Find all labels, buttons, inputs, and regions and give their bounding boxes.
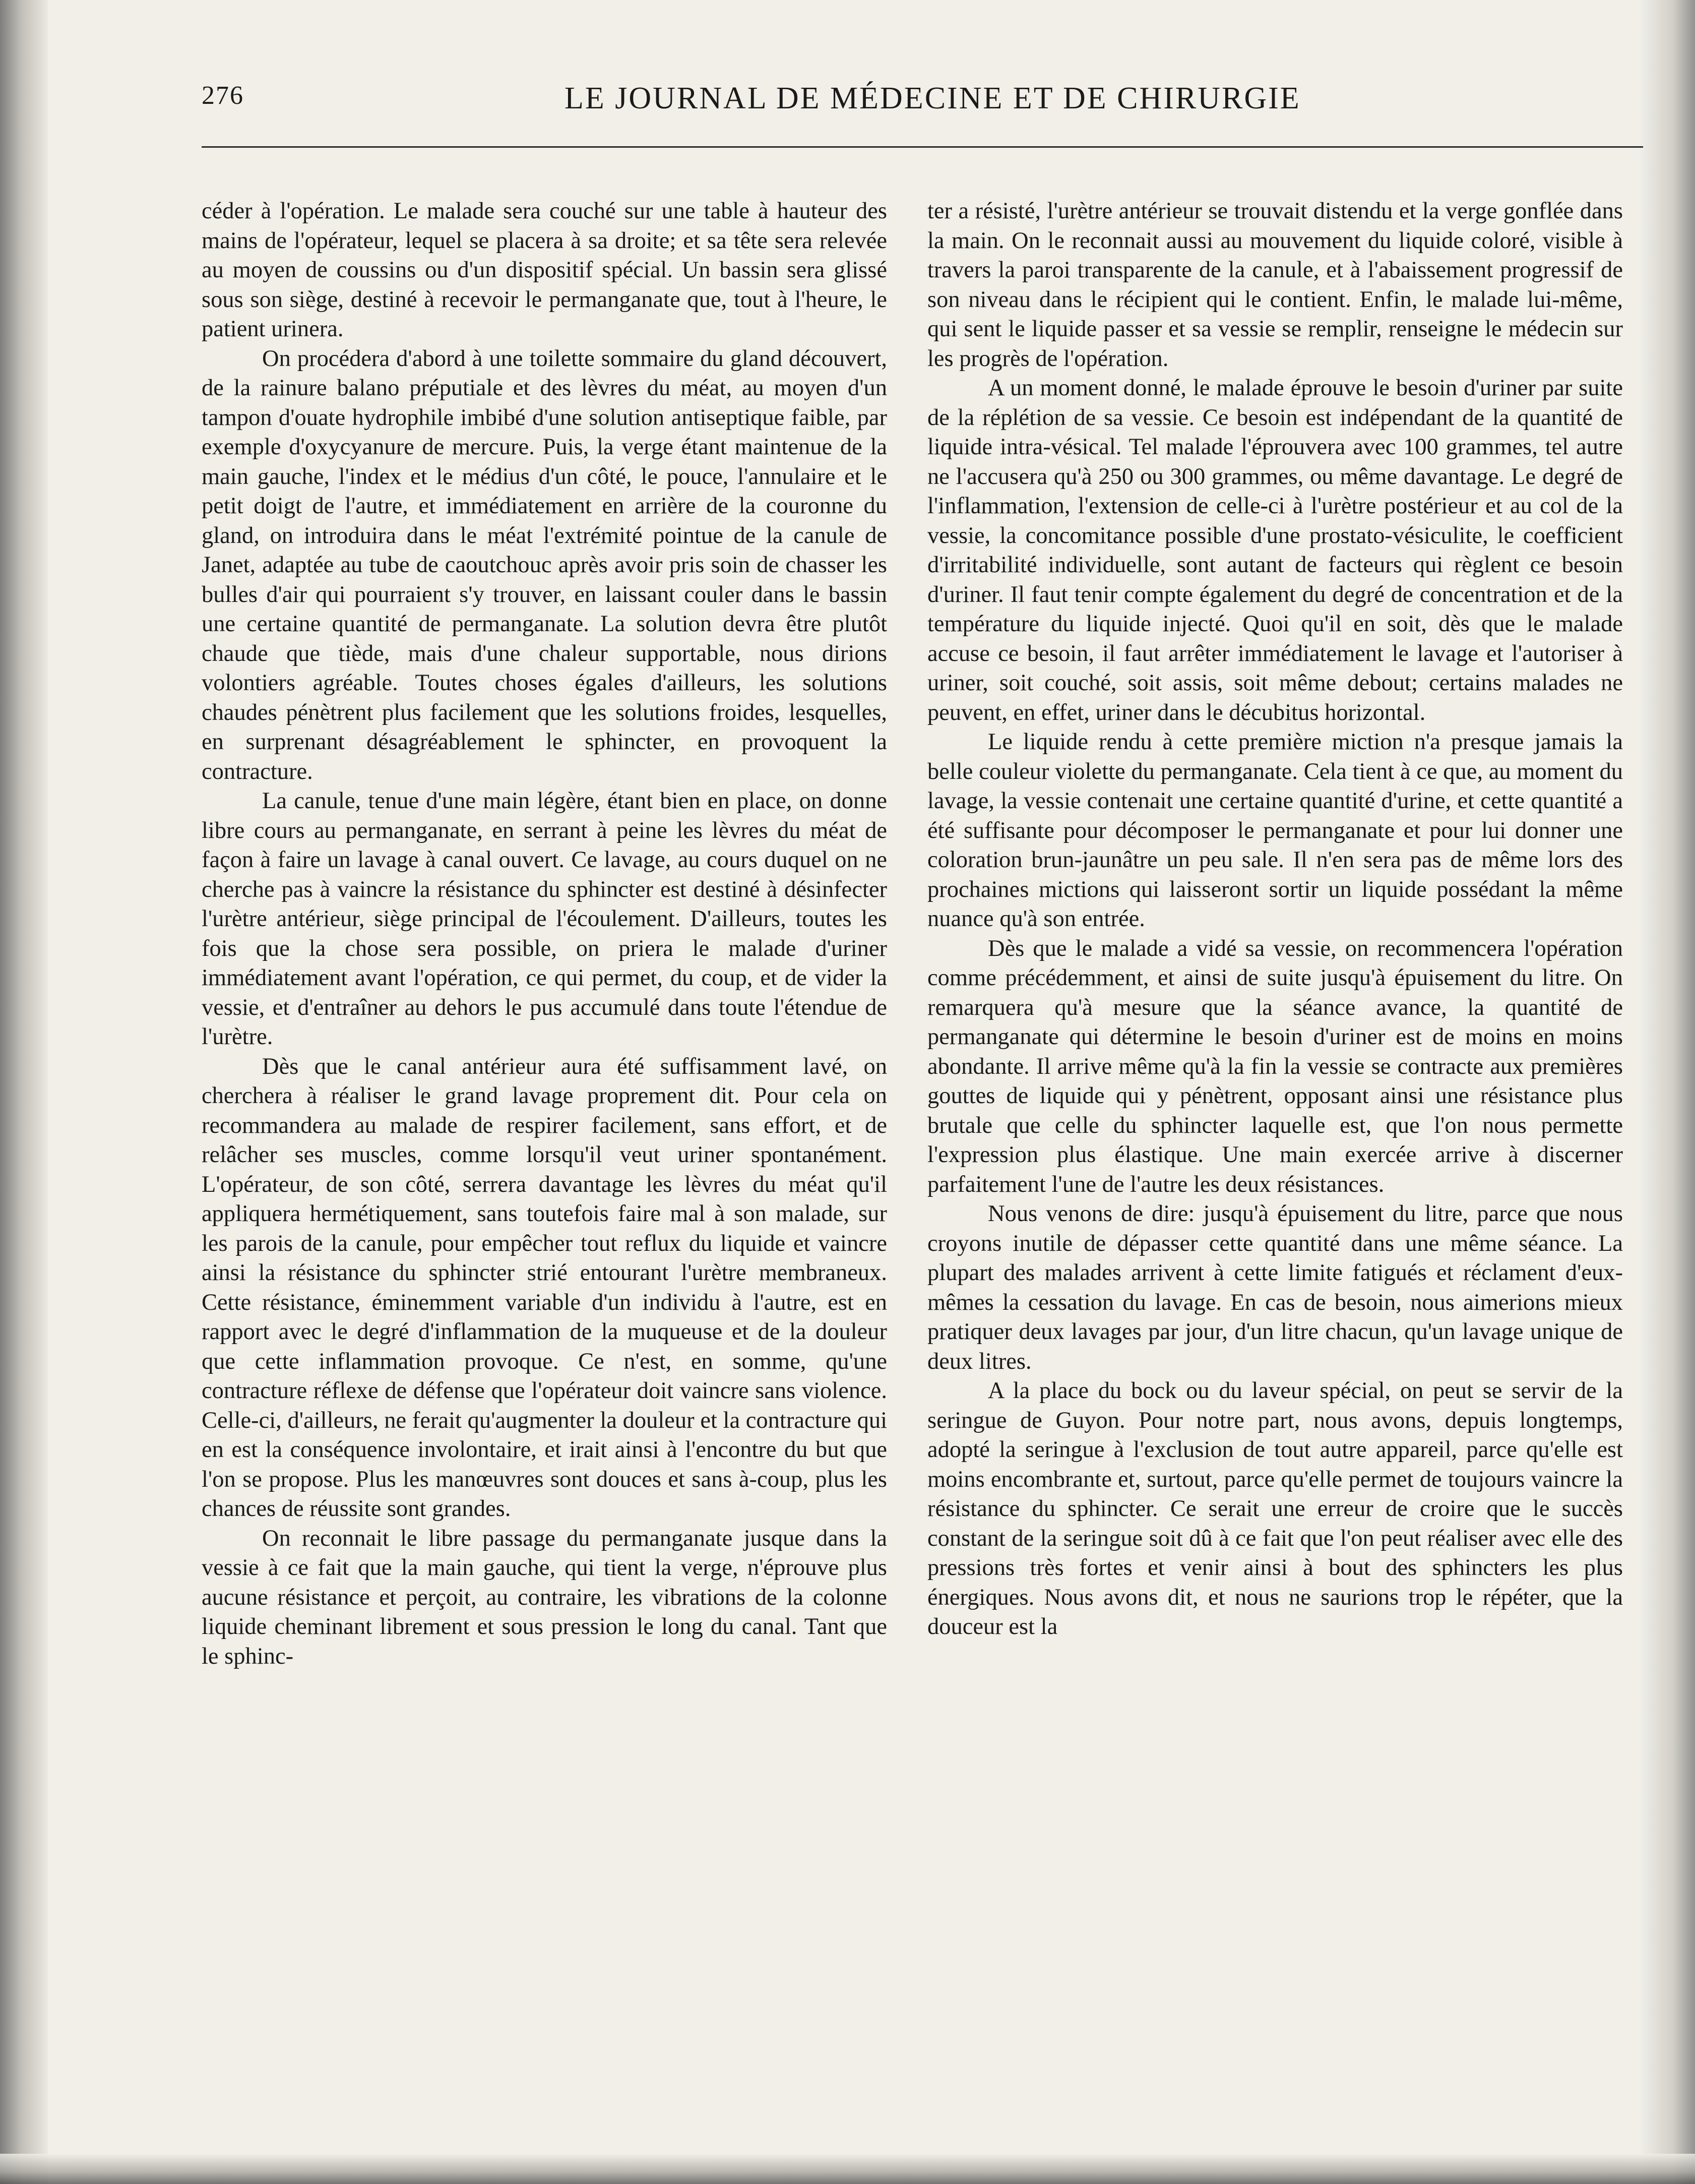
scan-shadow-left bbox=[0, 0, 48, 2184]
paragraph: Nous venons de dire: jusqu'à épuisement du litre, parce que nous croyons inutile de dépasser cette quantité dans une même séance. La plupart des malades arrivent à cette limite fatigués et réclament d'eux-mêmes la cessation du lavage. En cas de besoin, nous aimerions mieux pratiquer deux lavages par jour, d'un litre chacun, qu'un lavage unique de deux litres. bbox=[927, 1201, 1623, 1374]
left-column bbox=[202, 197, 887, 2143]
paragraph: A la place du bock ou du laveur spécial, on peut se servir de la seringue de Guyon. Pour notre part, nous avons, depuis longtemps, adopté la seringue à l'exclusion de tout autre appareil, parce qu'elle est moins encombrante et, surtout, parce qu'elle permet de toujours vaincre la résistance du sphincter. Ce serait une erreur de croire que le succès constant de la seringue soit dû à ce fait que l'on peut réaliser avec elle des pressions très fortes et venir ainsi à bout des sphincters les plus énergiques. Nous avons dit, et nous ne saurions trop le répéter, que la douceur est la bbox=[927, 1378, 1623, 1640]
paragraph: On reconnait le libre passage du permanganate jusque dans la vessie à ce fait que la main gauche, qui tient la verge, n'éprouve plus aucune résistance et perçoit, au contraire, les vibrations de la colonne liquide cheminant librement et sous pression le long du canal. Tant que le sphinc- bbox=[202, 1525, 887, 1669]
scan-shadow-bottom bbox=[0, 2154, 1695, 2184]
paragraph: On procédera d'abord à une toilette sommaire du gland découvert, de la rainure balano préputiale et des lèvres du méat, au moyen d'un tampon d'ouate hydrophile imbibé d'une solution antiseptique faible, par exemple d'oxycyanure de mercure. Puis, la verge étant maintenue de la main gauche, l'index et le médius d'un côté, le pouce, l'annulaire et le petit doigt de l'autre, et immédiatement en arrière de la couronne du gland, on introduira dans le méat l'extrémité pointue de la canule de Janet, adaptée au tube de caoutchouc après avoir pris soin de chasser les bulles d'air qui pourraient s'y trouver, en laissant couler dans le bassin une certaine quantité de permanganate. La solution devra être plutôt chaude que tiède, mais d'une chaleur supportable, nous dirions volontiers agréable. Toutes choses égales d'ailleurs, les solutions chaudes pénètrent plus facilement que les solutions froides, lesquelles, en surprenant désagréablement le sphincter, en provoquent la contracture. bbox=[202, 345, 887, 784]
paragraph: ter a résisté, l'urètre antérieur se trouvait distendu et la verge gonflée dans la main. On le reconnait aussi au mouvement du liquide coloré, visible à travers la paroi transparente de la canule, et à l'abaissement progressif de son niveau dans le récipient qui le contient. Enfin, le malade lui-même, qui sent le liquide passer et sa vessie se remplir, renseigne le médecin sur les progrès de l'opération. bbox=[927, 198, 1623, 372]
page-header bbox=[202, 81, 1633, 126]
paragraph: céder à l'opération. Le malade sera couché sur une table à hauteur des mains de l'opérateur, lequel se placera à sa droite; et sa tête sera relevée au moyen de coussins ou d'un dispositif spécial. Un bassin sera glissé sous son siège, destiné à recevoir le permanganate que, tout à l'heure, le patient urinera. bbox=[202, 198, 887, 342]
paragraph: La canule, tenue d'une main légère, étant bien en place, on donne libre cours au permanganate, en serrant à peine les lèvres du méat de façon à faire un lavage à canal ouvert. Ce lavage, au cours duquel on ne cherche pas à vaincre la résistance du sphincter est destiné à désinfecter l'urètre antérieur, siège principal de l'écoulement. D'ailleurs, toutes les fois que la chose sera possible, on priera le malade d'uriner immédiatement avant l'opération, ce qui permet, du coup, et de vider la vessie, et d'entraîner au dehors le pus accumulé dans toute l'étendue de l'urètre. bbox=[202, 788, 887, 1050]
header-rule bbox=[202, 146, 1643, 148]
paragraph: Dès que le malade a vidé sa vessie, on recommencera l'opération comme précédemment, et ainsi de suite jusqu'à épuisement du litre. On remarquera qu'à mesure que la séance avance, la quantité de permanganate qui détermine le besoin d'uriner est de moins en moins abondante. Il arrive même qu'à la fin la vessie se contracte aux premières gouttes de liquide qui y pénètrent, opposant ainsi une résistance plus brutale que celle du sphincter laquelle est, que l'on nous permette l'expression plus élastique. Une main exercée arrive à discerner parfaitement l'une de l'autre les deux résistances. bbox=[927, 935, 1623, 1197]
page-number: 276 bbox=[202, 81, 244, 110]
paragraph: Le liquide rendu à cette première miction n'a presque jamais la belle couleur violette du permanganate. Cela tient à ce que, au moment du lavage, la vessie contenait une certaine quantité d'urine, et cette quantité a été suffisante pour décomposer le permanganate et pour lui donner une coloration brun-jaunâtre un peu sale. Il n'en sera pas de même lors des prochaines mictions qui laisseront sortir un liquide possédant la même nuance qu'à son entrée. bbox=[927, 729, 1623, 932]
scan-shadow-right bbox=[1640, 0, 1695, 2184]
right-column bbox=[927, 197, 1623, 2143]
journal-title: LE JOURNAL DE MÉDECINE ET DE CHIRURGIE bbox=[564, 81, 1301, 115]
paragraph: A un moment donné, le malade éprouve le besoin d'uriner par suite de la réplétion de sa vessie. Ce besoin est indépendant de la quantité de liquide intra-vésical. Tel malade l'éprouvera avec 100 grammes, tel autre ne l'accusera qu'à 250 ou 300 grammes, ou même davantage. Le degré de l'inflammation, l'extension de celle-ci à l'urètre postérieur et au col de la vessie, la concomitance possible d'une prostato-vésiculite, le coefficient d'irritabilité individuelle, sont autant de facteurs qui règlent ce besoin d'uriner. Il faut tenir compte également du degré de concentration et de la température du liquide injecté. Quoi qu'il en soit, dès que le malade accuse ce besoin, il faut arrêter immédiatement le lavage et l'autoriser à uriner, soit couché, soit assis, soit même debout; certains malades ne peuvent, en effet, uriner dans le décubitus horizontal. bbox=[927, 375, 1623, 725]
paragraph: Dès que le canal antérieur aura été suffisamment lavé, on cherchera à réaliser le grand lavage proprement dit. Pour cela on recommandera au malade de respirer facilement, sans effort, et de relâcher ses muscles, comme lorsqu'il veut uriner spontanément. L'opérateur, de son côté, serrera davantage les lèvres du méat qu'il appliquera hermétiquement, sans toutefois faire mal à son malade, sur les parois de la canule, pour empêcher tout reflux du liquide et vaincre ainsi la résistance du sphincter strié entourant l'urètre membraneux. Cette résistance, éminemment variable d'un individu à l'autre, est en rapport avec le degré d'inflammation de la muqueuse et de la douleur que cette inflammation provoque. Ce n'est, en somme, qu'une contracture réflexe de défense que l'opérateur doit vaincre sans violence. Celle-ci, d'ailleurs, ne ferait qu'augmenter la douleur et la contracture qui en est la conséquence involontaire, et irait ainsi à l'encontre du but que l'on se propose. Plus les manœuvres sont douces et sans à-coup, plus les chances de réussite sont grandes. bbox=[202, 1053, 887, 1522]
